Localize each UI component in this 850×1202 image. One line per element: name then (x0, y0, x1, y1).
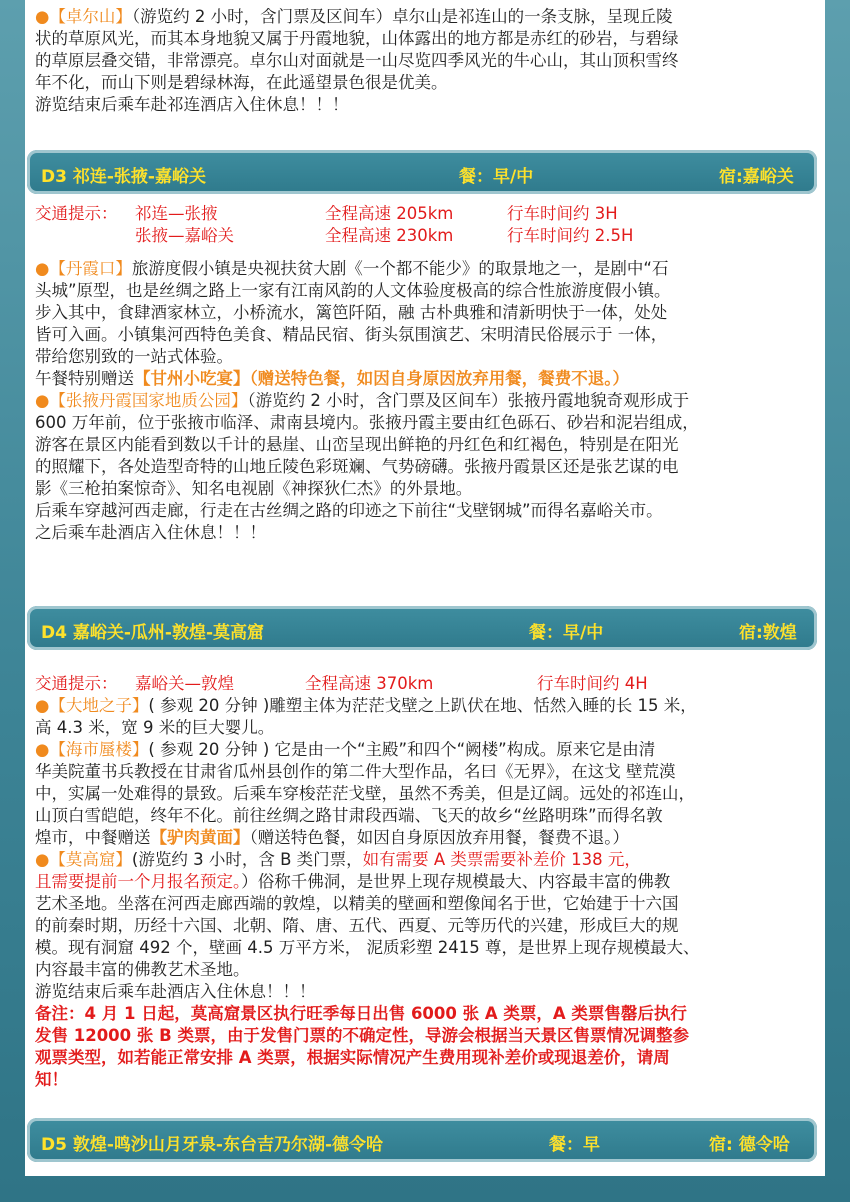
traffic-route: 张掖—嘉峪关 (135, 226, 234, 245)
day3-traffic-row-1 (25, 203, 825, 225)
traffic-highway: 全程高速 370km (305, 674, 434, 693)
notice-line: 发售 12000 张 B 类票，由于发售门票的不确定性，导游会根据当天景区售票情况调整参 (35, 1026, 689, 1045)
bullet-icon: ● (35, 740, 50, 759)
text-line: ）俗称千佛洞，是世界上现存规模最大、内容最丰富的佛教 (241, 872, 671, 891)
day3-stay: 宿:嘉峪关 (719, 167, 794, 187)
day5-title: D5 敦煌-鸣沙山月牙泉-东台吉乃尔湖-德令哈 (41, 1135, 384, 1155)
text-line: ( 参观 20 分钟 ) 它是由一个“主殿”和四个“阙楼”构成。原来它是由清 (148, 740, 656, 759)
text-line: 头城”原型，也是丝绸之路上一家有江南风韵的人文体验度极高的综合性旅游度假小镇。 (35, 281, 671, 300)
text-line: （游览约 2 小时，含门票及区间车）张掖丹霞地貌奇观形成于 (247, 391, 690, 410)
day4-stay: 宿:敦煌 (739, 623, 797, 643)
text-line: 高 4.3 米，宽 9 米的巨大婴儿。 (35, 718, 275, 737)
text-line: 煌市，中餐赠送 (35, 828, 151, 847)
day3-title: D3 祁连-张掖-嘉峪关 (41, 167, 206, 187)
traffic-time: 行车时间约 3H (507, 204, 618, 223)
text-line: 旅游度假小镇是央视扶贫大剧《一个都不能少》的取景地之一，是剧中“石 (131, 259, 669, 278)
day2-zhuoershan-section (25, 6, 825, 116)
text-line: 后乘车穿越河西走廊，行走在古丝绸之路的印迹之下前往“戈壁钢城”而得名嘉峪关市。 (35, 501, 663, 520)
text-line: 600 万年前，位于张掖市临泽、肃南县境内。张掖丹霞主要由红色砾石、砂岩和泥岩组成， (35, 413, 699, 432)
itinerary-page (25, 0, 825, 1176)
text-line: 艺术圣地。坐落在河西走廊西端的敦煌，以精美的壁画和塑像闻名于世，它始建于十六国 (35, 894, 679, 913)
bullet-icon: ● (35, 696, 50, 715)
traffic-highway: 全程高速 205km (325, 204, 454, 223)
text-line: 内容最丰富的佛教艺术圣地。 (35, 960, 250, 979)
text-line: 状的草原风光，而其本身地貌又属于丹霞地貌，山体露出的地方都是赤红的砂岩，与碧绿 (35, 29, 679, 48)
day4-meal: 餐：早/中 (529, 623, 604, 643)
day3-header (27, 150, 817, 194)
day4-title: D4 嘉峪关-瓜州-敦煌-莫高窟 (41, 623, 265, 643)
text-line: 游客在景区内能看到数以千计的悬崖、山峦呈现出鲜艳的丹红色和红褐色，特别是在阳光 (35, 435, 679, 454)
traffic-label: 交通提示： (35, 674, 118, 693)
day3-body (25, 203, 825, 544)
traffic-route: 嘉峪关—敦煌 (135, 674, 234, 693)
text-line: 年不化，而山下则是碧绿林海，在此遥望景色很是优美。 (35, 73, 448, 92)
text-line: 之后乘车赴酒店入住休息！！！ (35, 523, 266, 542)
lunch-gift: 【驴肉黄面】 (150, 828, 250, 847)
bullet-icon: ● (35, 850, 50, 869)
traffic-route: 祁连—张掖 (135, 204, 218, 223)
mogao-notice (25, 1003, 825, 1091)
text-line: 步入其中，食肆酒家林立，小桥流水，篱笆阡陌，融 古朴典雅和清新明快于一体，处处 (35, 303, 668, 322)
traffic-highway: 全程高速 230km (325, 226, 454, 245)
bullet-icon: ● (35, 7, 50, 26)
haishi-title: 【海市蜃楼】 (49, 740, 149, 759)
text-line: （游览约 2 小时，含门票及区间车）卓尔山是祁连山的一条支脉，呈现丘陵 (131, 7, 673, 26)
notice-line: 知！ (35, 1070, 68, 1089)
day5-meal: 餐：早 (549, 1135, 600, 1155)
bullet-icon: ● (35, 391, 50, 410)
text-line: 模。现有洞窟 492 个，壁画 4.5 万平方米， 泥质彩塑 2415 尊，是世界上现存规模最大、 (35, 938, 700, 957)
traffic-time: 行车时间约 4H (537, 674, 648, 693)
day5-header (27, 1118, 817, 1162)
text-line: 的照耀下，各处造型奇特的山地丘陵色彩斑斓、气势磅礴。张掖丹霞景区还是张艺谋的电 (35, 457, 679, 476)
day4-traffic-row (25, 673, 825, 695)
traffic-label: 交通提示： (35, 204, 118, 223)
danxiakou-title: 【丹霞口】 (49, 259, 132, 278)
notice-line: 备注：4 月 1 日起，莫高窟景区执行旺季每日出售 6000 张 A 类票，A 类票售罄后执行 (35, 1004, 687, 1023)
text-line: 带给您别致的一站式体验。 (35, 347, 233, 366)
text-line: ( 参观 20 分钟 )雕塑主体为茫茫戈壁之上趴伏在地、恬然入睡的长 15 米， (148, 696, 697, 715)
text-line: 影《三枪拍案惊奇》、知名电视剧《神探狄仁杰》的外景地。 (35, 479, 473, 498)
traffic-time: 行车时间约 2.5H (507, 226, 634, 245)
day5-stay: 宿: 德令哈 (709, 1135, 790, 1155)
bullet-icon: ● (35, 259, 50, 278)
text-line: （赠送特色餐，如因自身原因放弃用餐，餐费不退。） (249, 828, 629, 847)
dadi-title: 【大地之子】 (49, 696, 149, 715)
text-line: 的前秦时期，历经十六国、北朝、隋、唐、五代、西夏、元等历代的兴建，形成巨大的规 (35, 916, 679, 935)
day3-meal: 餐：早/中 (459, 167, 534, 187)
text-line: (游览约 3 小时，含 B 类门票， (131, 850, 363, 869)
text-line: 华美院董书兵教授在甘肃省瓜州县创作的第二件大型作品，名曰《无界》，在这戈 壁荒漠 (35, 762, 676, 781)
mogao-price-note: 如有需要 A 类票需要补差价 138 元， (362, 850, 641, 869)
zhuoershan-title: 【卓尔山】 (49, 7, 132, 26)
text-line: 游览结束后乘车赴祁连酒店入住休息！！！ (35, 95, 349, 114)
text-line: 的草原层叠交错，非常漂亮。卓尔山对面就是一山尽览四季风光的牛心山，其山顶积雪终 (35, 51, 679, 70)
notice-line: 观票类型，如若能正常安排 A 类票，根据实际情况产生费用现补差价或现退差价，请周 (35, 1048, 670, 1067)
text-line: 皆可入画。小镇集河西特色美食、精品民宿、街头氛围演艺、宋明清民俗展示于 一体， (35, 325, 668, 344)
mogao-booking-note: 且需要提前一个月报名预定。 (35, 872, 242, 891)
day4-header (27, 606, 817, 650)
day4-body (25, 673, 825, 1091)
day3-traffic-row-2 (25, 225, 825, 247)
geopark-title: 【张掖丹霞国家地质公园】 (49, 391, 248, 410)
lunch-gift: 【甘州小吃宴】（赠送特色餐，如因自身原因放弃用餐，餐费不退。） (134, 369, 629, 388)
text-line: 游览结束后乘车赴酒店入住休息！！！ (35, 982, 316, 1001)
text-line: 中，实属一处难得的景致。后乘车穿梭茫茫戈壁，虽然不秀美，但是辽阔。远处的祁连山， (35, 784, 695, 803)
lunch-prefix: 午餐特别赠送 (35, 369, 134, 388)
text-line: 山顶白雪皑皑，终年不化。前往丝绸之路甘肃段西端、飞天的故乡“丝路明珠”而得名敦 (35, 806, 663, 825)
mogao-title: 【莫高窟】 (49, 850, 132, 869)
